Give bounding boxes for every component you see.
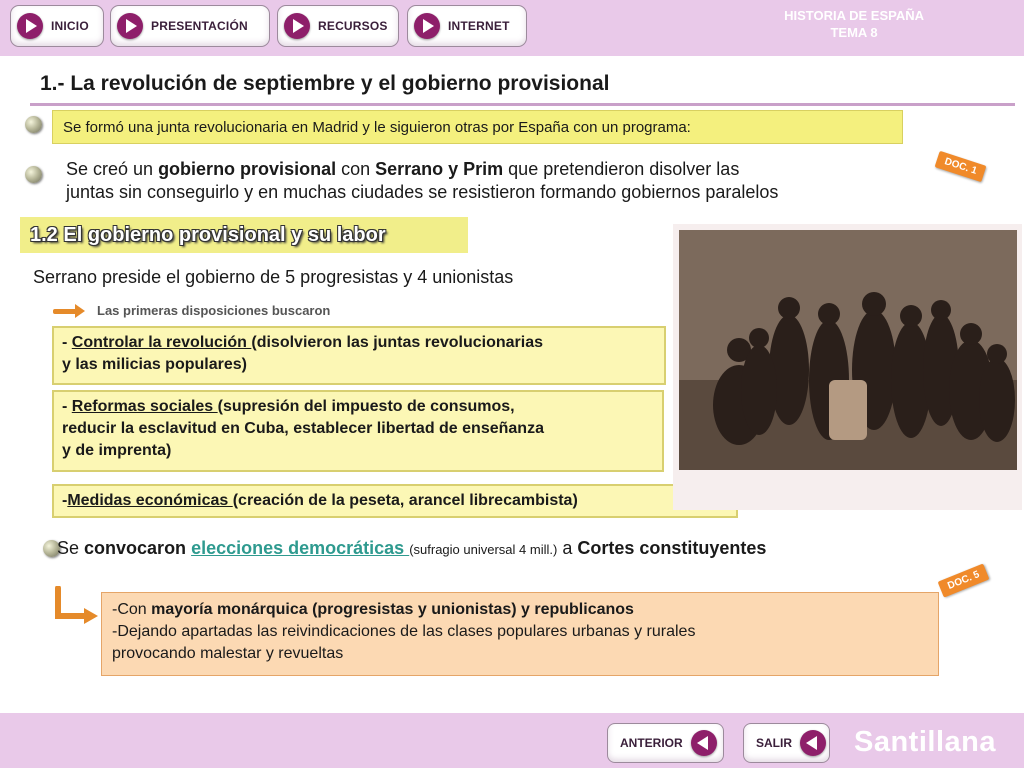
medidas-economicas-link[interactable]: Medidas económicas <box>67 492 233 509</box>
text-fragment: Se <box>57 538 85 558</box>
nav-label-recursos: RECURSOS <box>318 19 388 33</box>
text-bold: Cortes constituyentes <box>577 538 767 558</box>
dash: - <box>62 334 72 351</box>
medidas-economicas-box <box>52 484 738 518</box>
elecciones-democraticas-link[interactable]: elecciones democráticas <box>191 538 410 558</box>
text-bold: mayoría monárquica (progresistas y unionistas) y republicanos <box>151 601 634 618</box>
nav-button-inicio[interactable] <box>10 5 104 47</box>
title-divider <box>30 103 1015 106</box>
course-topic: TEMA 8 <box>830 25 878 40</box>
salir-button[interactable] <box>743 723 830 763</box>
text-small: (sufragio universal 4 mill.) <box>409 542 558 557</box>
back-arrow-icon <box>691 730 717 756</box>
nav-button-internet[interactable] <box>407 5 527 47</box>
text-line: -Dejando apartadas las reivindicaciones de las clases populares urbanas y rurales <box>112 623 696 640</box>
back-arrow-icon <box>800 730 826 756</box>
play-icon <box>17 13 43 39</box>
nav-button-recursos[interactable] <box>277 5 399 47</box>
nav-label-presentacion: PRESENTACIÓN <box>151 19 248 33</box>
photo-image <box>679 230 1017 470</box>
page-title: 1.- La revolución de septiembre y el gobierno provisional <box>40 72 610 95</box>
play-icon <box>117 13 143 39</box>
reformas-sociales-box <box>52 390 664 472</box>
dash: - <box>62 398 72 415</box>
consecuencias-box <box>101 592 939 676</box>
arrow-right-icon <box>53 306 85 316</box>
text-fragment: -Con <box>112 601 152 618</box>
gobierno-provisional-photo[interactable] <box>673 224 1022 510</box>
santillana-logo: Santillana <box>854 726 996 758</box>
disposiciones-label: Las primeras disposiciones buscaron <box>97 303 331 318</box>
text-bold: convocaron <box>84 538 187 558</box>
text-fragment: (disolvieron las juntas revolucionarias <box>251 334 544 351</box>
corner-arrow-icon <box>54 586 100 624</box>
text-fragment: a <box>557 538 578 558</box>
anterior-label: ANTERIOR <box>620 736 683 750</box>
nav-button-presentacion[interactable] <box>110 5 270 47</box>
doc-5-link[interactable]: DOC. 5 <box>938 563 990 597</box>
anterior-button[interactable] <box>607 723 724 763</box>
play-icon <box>414 13 440 39</box>
intro-text-box <box>52 110 903 144</box>
course-subject: HISTORIA DE ESPAÑA <box>784 8 924 23</box>
photo-caption-strip <box>679 472 1017 480</box>
controlar-revolucion-box <box>52 326 666 385</box>
text-line: juntas sin conseguirlo y en muchas ciudades se resistieron formando gobiernos paralelos <box>66 182 779 202</box>
text-fragment: con <box>336 159 376 179</box>
dash: - <box>62 492 68 509</box>
controlar-revolucion-link[interactable]: Controlar la revolución <box>71 334 252 351</box>
elecciones-text <box>57 538 766 559</box>
salir-label: SALIR <box>756 736 792 750</box>
course-label <box>784 7 924 41</box>
section-heading-text: 1.2 El gobierno provisional y su labor <box>30 223 386 246</box>
play-icon <box>284 13 310 39</box>
group-portrait-illustration <box>679 230 1017 470</box>
nav-label-internet: INTERNET <box>448 19 510 33</box>
gobierno-provisional-text <box>66 158 926 204</box>
text-line: y de imprenta) <box>62 442 172 459</box>
doc-1-link[interactable]: DOC. 1 <box>935 151 987 182</box>
serrano-text: Serrano preside el gobierno de 5 progresistas y 4 unionistas <box>33 267 514 287</box>
text-line: provocando malestar y revueltas <box>112 645 344 662</box>
text-fragment: Se creó un <box>66 159 159 179</box>
text-fragment: (supresión del impuesto de consumos, <box>217 398 515 415</box>
text-line: reducir la esclavitud en Cuba, establecer libertad de enseñanza <box>62 420 544 437</box>
bullet-icon <box>25 166 42 183</box>
bullet-icon <box>25 116 42 133</box>
nav-label-inicio: INICIO <box>51 19 89 33</box>
text-fragment: que pretendieron disolver las <box>503 159 740 179</box>
reformas-sociales-link[interactable]: Reformas sociales <box>71 398 218 415</box>
text-fragment: (creación de la peseta, arancel librecambista) <box>232 492 578 509</box>
intro-text: Se formó una junta revolucionaria en Madrid y le siguieron otras por España con un programa: <box>63 119 691 136</box>
section-heading <box>20 217 468 253</box>
text-line: y las milicias populares) <box>62 356 247 373</box>
text-bold: Serrano y Prim <box>375 159 504 179</box>
text-bold: gobierno provisional <box>158 159 337 179</box>
